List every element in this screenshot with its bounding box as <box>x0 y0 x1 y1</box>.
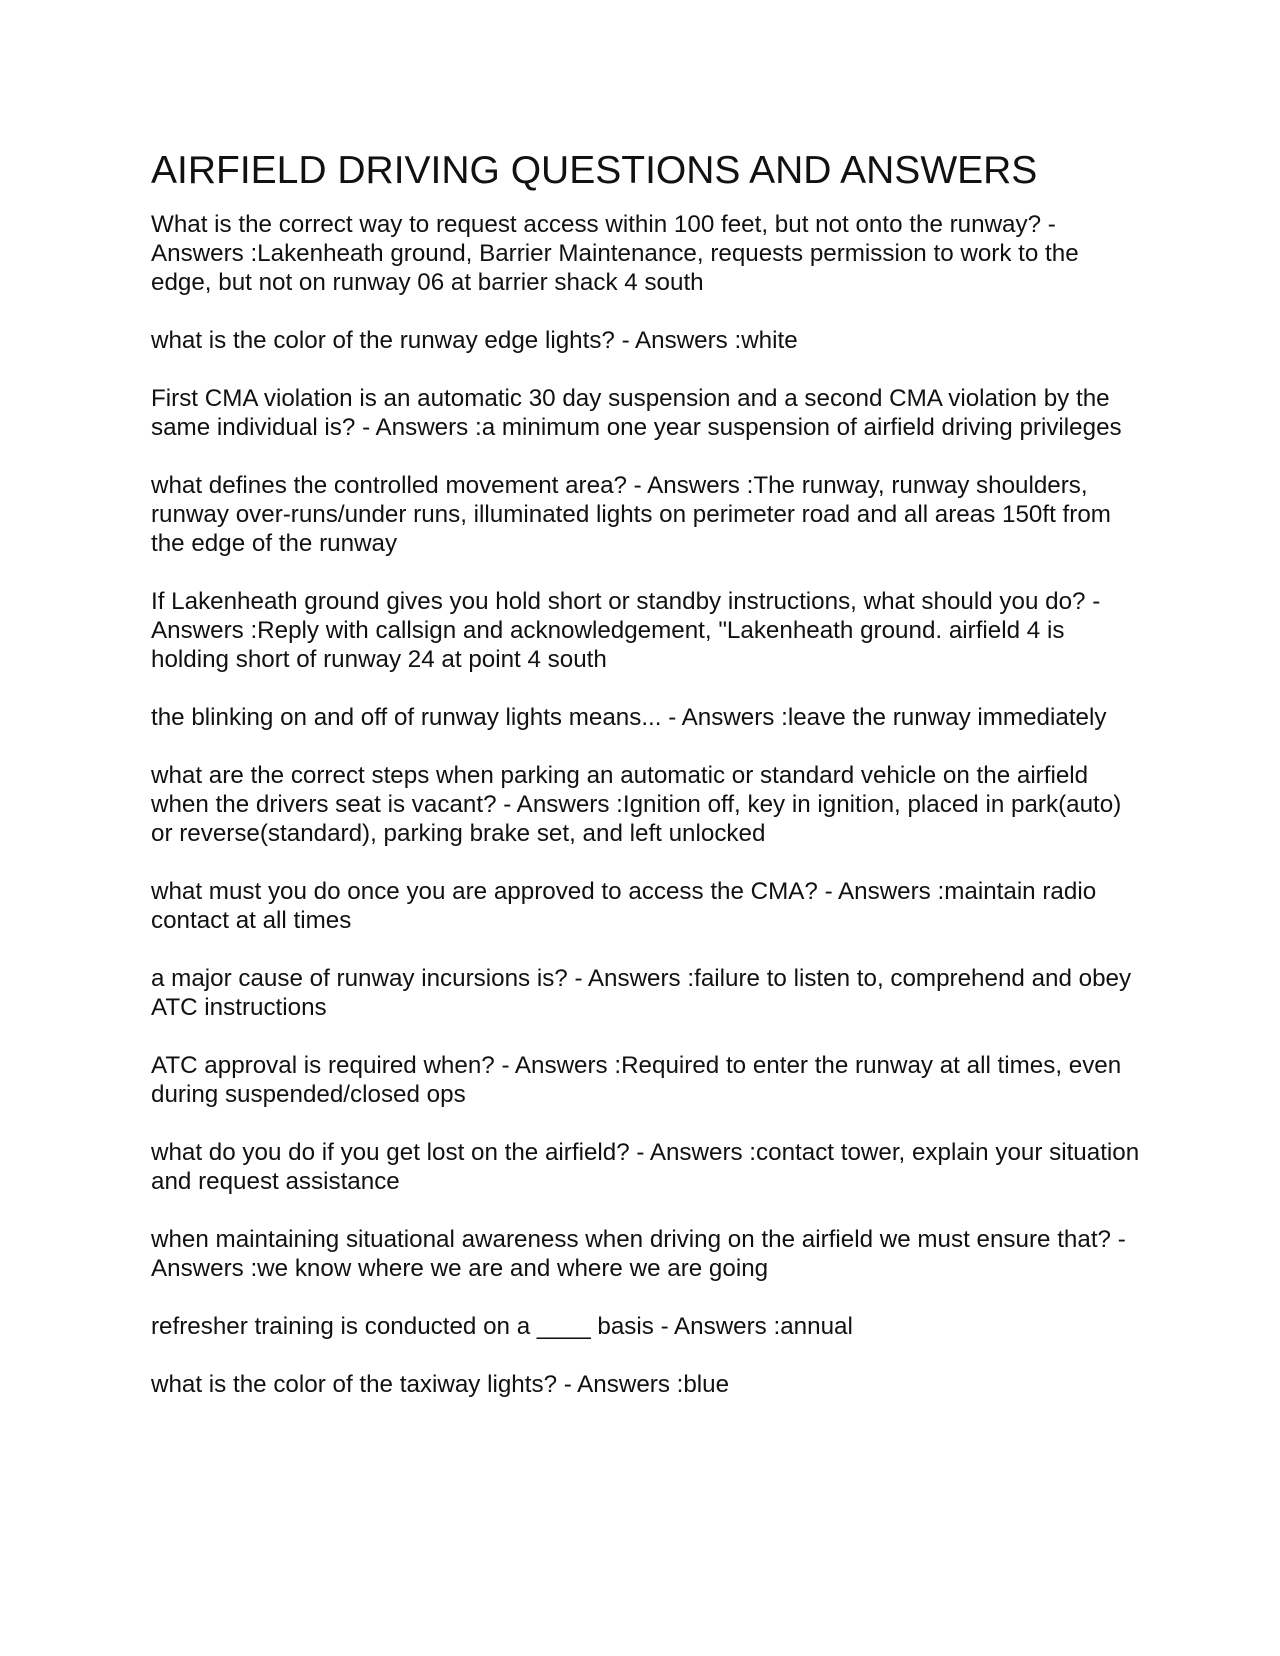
document-title: AIRFIELD DRIVING QUESTIONS AND ANSWERS <box>151 149 1038 192</box>
qa-item: what is the color of the runway edge lights? - Answers :white <box>151 327 798 354</box>
qa-item: what must you do once you are approved to access the CMA? - Answers :maintain radio contact at all times <box>151 878 1097 934</box>
qa-item: What is the correct way to request access within 100 feet, but not onto the runway? - Answers :Lakenheath ground, Barrier Maintenance, requests permission to work to the edge, but not on runway 06 at barrier shack 4 south <box>151 211 1079 296</box>
qa-list <box>151 210 1141 1399</box>
qa-item: ATC approval is required when? - Answers :Required to enter the runway at all times, even during suspended/closed ops <box>151 1052 1122 1108</box>
qa-item: what are the correct steps when parking an automatic or standard vehicle on the airfield when the drivers seat is vacant? - Answers :Ignition off, key in ignition, placed in park(auto) or reverse(standard), parking brake set, and left unlocked <box>151 762 1122 847</box>
qa-item: what defines the controlled movement area? - Answers :The runway, runway shoulders, runway over-runs/under runs, illuminated lights on perimeter road and all areas 150ft from the edge of the runway <box>151 472 1111 557</box>
qa-item: First CMA violation is an automatic 30 day suspension and a second CMA violation by the same individual is? - Answers :a minimum one year suspension of airfield driving privileges <box>151 385 1122 441</box>
qa-item: the blinking on and off of runway lights means... - Answers :leave the runway immediately <box>151 704 1107 731</box>
qa-item: If Lakenheath ground gives you hold short or standby instructions, what should you do? - Answers :Reply with callsign and acknowledgement, "Lakenheath ground. airfield 4 is holding short of runway 24 at point 4 south <box>151 588 1101 673</box>
qa-item: what is the color of the taxiway lights? - Answers :blue <box>151 1371 730 1398</box>
qa-item: a major cause of runway incursions is? - Answers :failure to listen to, comprehend and obey ATC instructions <box>151 965 1132 1021</box>
qa-item: refresher training is conducted on a ____ basis - Answers :annual <box>151 1313 853 1340</box>
document-page <box>151 148 1141 1428</box>
qa-item: what do you do if you get lost on the airfield? - Answers :contact tower, explain your situation and request assistance <box>151 1139 1140 1195</box>
qa-item: when maintaining situational awareness when driving on the airfield we must ensure that? - Answers :we know where we are and where we are going <box>151 1226 1126 1282</box>
